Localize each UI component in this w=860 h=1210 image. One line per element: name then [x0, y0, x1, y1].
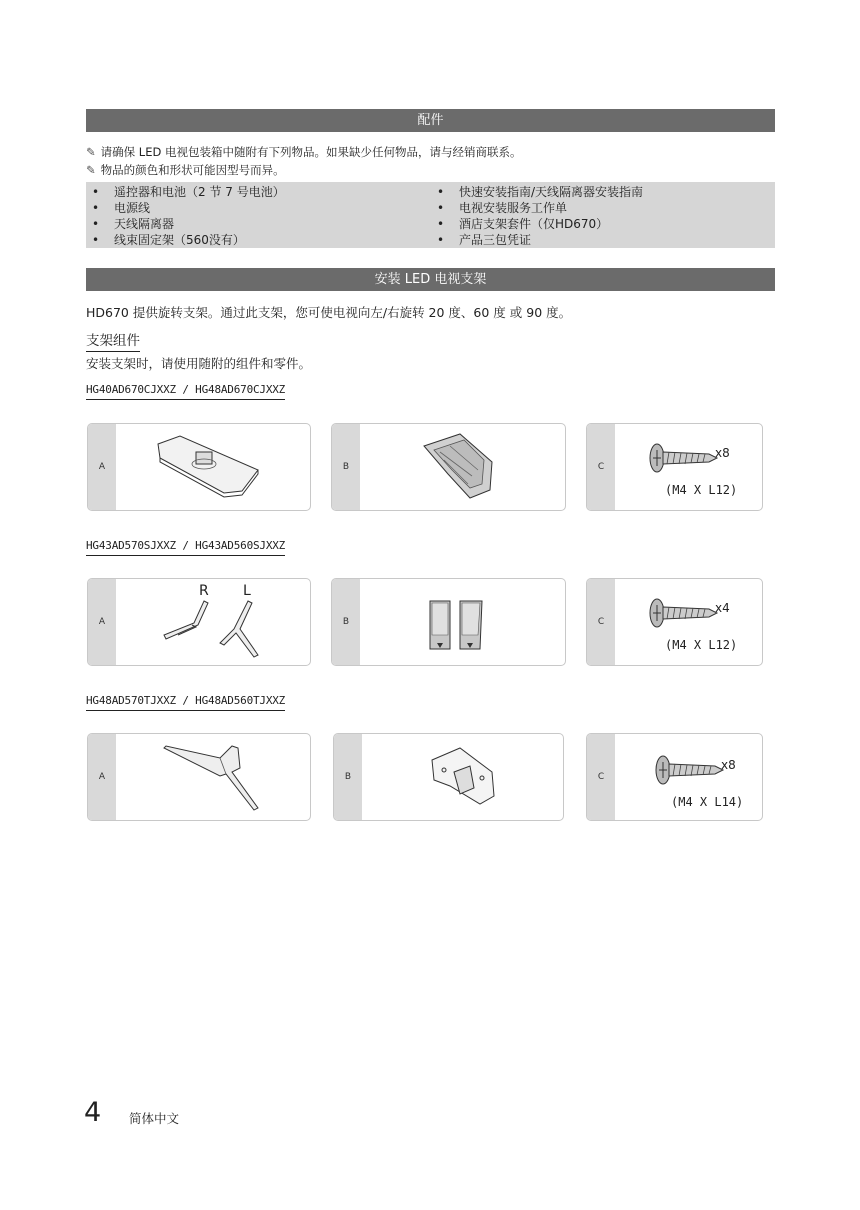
screw-size: (M4 X L12)	[665, 638, 738, 652]
accessories-left-column	[86, 184, 285, 248]
list-item: • 遥控器和电池（2 节 7 号电池）	[86, 184, 285, 200]
part-label: A	[88, 424, 116, 510]
part-label: B	[334, 734, 362, 820]
stand-instructions: 安装支架时，请使用随附的组件和零件。	[86, 356, 312, 371]
part-card-b	[333, 733, 564, 821]
note-1	[86, 144, 521, 160]
screw-quantity: x8	[715, 446, 730, 460]
list-item: • 酒店支架套件（仅HD670）	[431, 216, 643, 232]
part-label: A	[88, 734, 116, 820]
list-item: • 快速安装指南/天线隔离器安装指南	[431, 184, 643, 200]
screw-size: (M4 X L14)	[671, 795, 744, 809]
accessories-right-column	[431, 184, 643, 248]
part-card-c	[586, 733, 763, 821]
install-section-title: 安装 LED 电视支架	[86, 268, 775, 291]
screw-icon	[615, 424, 762, 510]
list-item: • 电视安装服务工作单	[431, 200, 643, 216]
stand-legs-image	[116, 734, 310, 820]
part-card-b	[331, 578, 566, 666]
model-number-3: HG48AD570TJXXZ / HG48AD560TJXXZ	[86, 694, 285, 711]
part-card-a	[87, 578, 311, 666]
model-number-1: HG40AD670CJXXZ / HG48AD670CJXXZ	[86, 383, 285, 400]
note-1-text: 请确保 LED 电视包装箱中随附有下列物品。如果缺少任何物品，请与经销商联系。	[100, 145, 522, 159]
part-card-c	[586, 578, 763, 666]
list-item: • 产品三包凭证	[431, 232, 643, 248]
screw-quantity: x4	[715, 601, 730, 615]
note-2-text: 物品的颜色和形状可能因型号而异。	[100, 163, 285, 177]
part-label: B	[332, 579, 360, 665]
screw-size: (M4 X L12)	[665, 483, 738, 497]
leg-label-r: R	[199, 583, 209, 599]
stand-components-heading: 支架组件	[86, 329, 140, 352]
accessories-section-title: 配件	[86, 109, 775, 132]
leg-covers-image	[360, 579, 565, 665]
screw-icon	[615, 579, 762, 665]
accessories-list	[86, 182, 775, 248]
stand-bracket-image	[360, 424, 565, 510]
part-label: A	[88, 579, 116, 665]
part-card-a	[87, 733, 311, 821]
list-item: • 天线隔离器	[86, 216, 285, 232]
stand-bracket-image	[362, 734, 563, 820]
part-card-b	[331, 423, 566, 511]
part-label: C	[587, 424, 615, 510]
part-card-c	[586, 423, 763, 511]
leg-label-l: L	[243, 583, 251, 599]
stand-legs-image	[116, 579, 310, 665]
screw-quantity: x8	[721, 758, 736, 772]
note-2	[86, 162, 285, 178]
part-label: C	[587, 734, 615, 820]
list-item: • 线束固定架（560没有）	[86, 232, 285, 248]
list-item: • 电源线	[86, 200, 285, 216]
pencil-note-icon: ✎	[86, 163, 96, 177]
page-language: 简体中文	[129, 1111, 180, 1126]
model-number-2: HG43AD570SJXXZ / HG43AD560SJXXZ	[86, 539, 285, 556]
part-label: C	[587, 579, 615, 665]
pencil-note-icon: ✎	[86, 145, 96, 159]
stand-base-image	[116, 424, 310, 510]
part-card-a	[87, 423, 311, 511]
part-label: B	[332, 424, 360, 510]
intro-text: HD670 提供旋转支架。通过此支架，您可使电视向左/右旋转 20 度、60 度 或 90 度。	[86, 305, 572, 320]
page-number: 4	[84, 1097, 102, 1128]
